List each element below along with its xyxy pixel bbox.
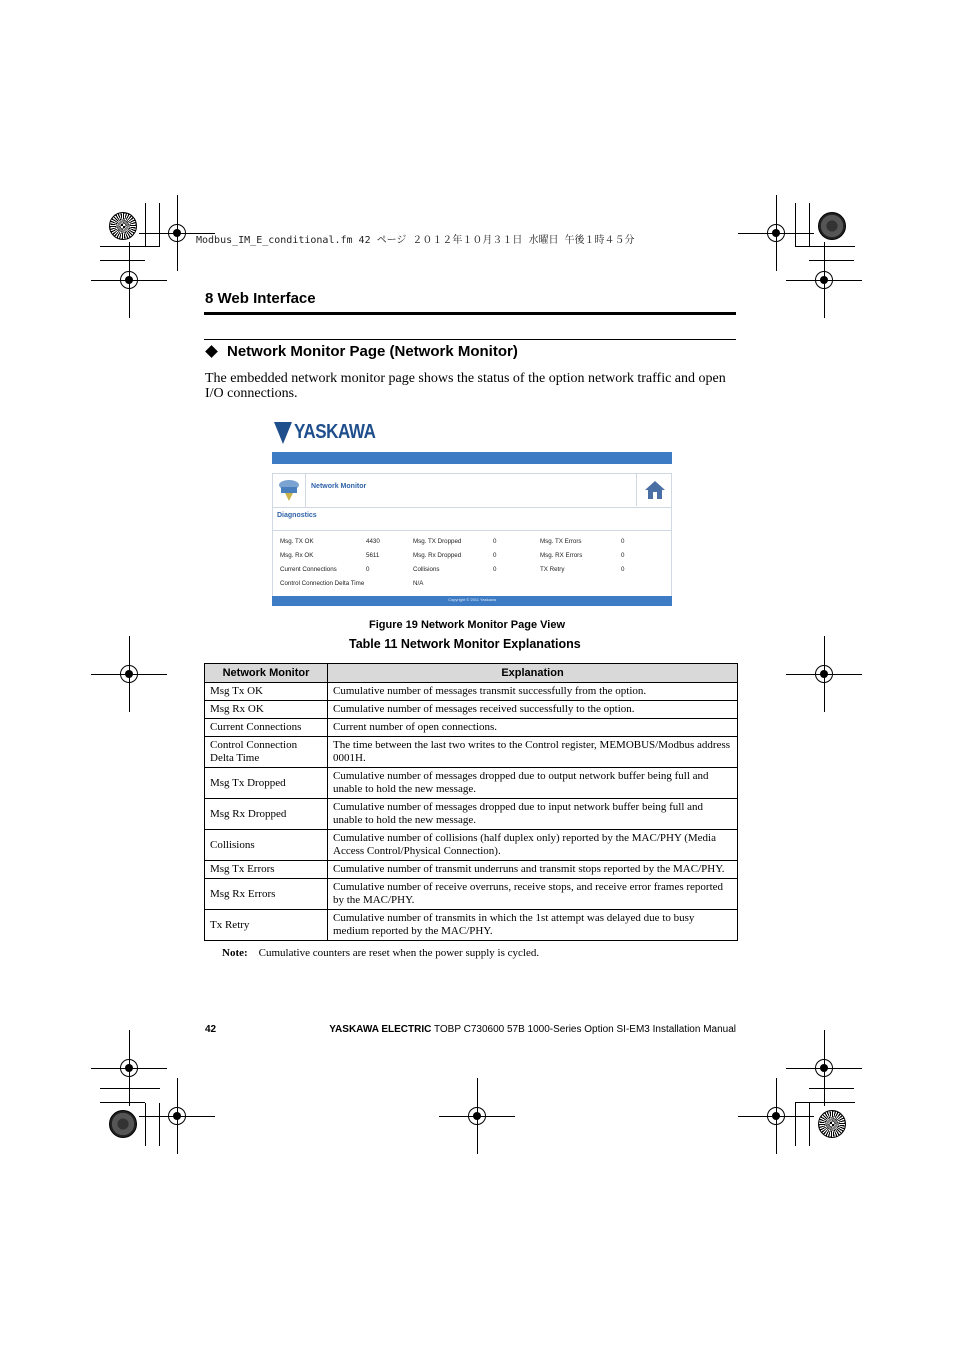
stat-value: 0	[621, 552, 625, 559]
figure-caption: Figure 19 Network Monitor Page View	[369, 619, 566, 631]
header-bar	[272, 452, 672, 464]
explanation: Cumulative number of messages dropped due to input network buffer being full and unable to hold the new message.	[328, 799, 738, 830]
monitor-name: Tx Retry	[205, 910, 328, 941]
heading-rule	[204, 312, 736, 315]
page-number: 42	[205, 1024, 217, 1035]
stat-value: N/A	[413, 580, 424, 587]
stat-value: 0	[493, 538, 497, 545]
stat-label: Msg. TX Errors	[540, 538, 582, 545]
column-header: Explanation	[328, 664, 738, 683]
divider	[272, 530, 672, 531]
table-row	[205, 799, 738, 830]
stat-label: Msg. Rx OK	[280, 552, 314, 559]
stat-value: 0	[493, 552, 497, 559]
column-header: Network Monitor	[205, 664, 328, 683]
table-row	[205, 861, 738, 879]
note-text: Cumulative counters are reset when the power supply is cycled.	[258, 947, 540, 959]
registration-disc	[818, 212, 846, 240]
table-caption: Table 11 Network Monitor Explanations	[349, 637, 581, 651]
table-row	[205, 683, 738, 701]
table-row	[205, 701, 738, 719]
stat-value: 4430	[366, 538, 380, 545]
stat-value: 0	[621, 538, 625, 545]
monitor-name: Control Connection Delta Time	[205, 737, 328, 768]
note-label: Note:	[222, 947, 248, 959]
diagnostics-label: Diagnostics	[277, 512, 317, 519]
table-row	[205, 768, 738, 799]
subsection-heading	[205, 343, 518, 360]
subheading-rule	[204, 339, 736, 340]
monitor-name: Msg Rx Errors	[205, 879, 328, 910]
registration-disc	[109, 212, 137, 240]
stat-label: Msg. RX Errors	[540, 552, 583, 559]
stat-label: Msg. TX Dropped	[413, 538, 462, 545]
print-header: Modbus_IM_E_conditional.fm 42 ページ ２０１２年１０月３１日 水曜日 午後１時４５分	[196, 235, 635, 246]
page-header	[272, 473, 672, 508]
monitor-name: Collisions	[205, 830, 328, 861]
explanation: Cumulative number of messages received successfully to the option.	[328, 701, 738, 719]
yaskawa-logo: YASKAWA	[274, 421, 390, 444]
page-footer	[329, 1024, 736, 1035]
table-row	[205, 719, 738, 737]
explanation: Cumulative number of receive overruns, receive stops, and receive error frames reported by the MAC/PHY.	[328, 879, 738, 910]
stat-value: 5611	[366, 552, 380, 559]
monitor-name: Msg Rx Dropped	[205, 799, 328, 830]
section-heading: 8 Web Interface	[205, 290, 316, 307]
stat-label: Collisions	[413, 566, 440, 573]
copyright-text: Copyright © 2011 Yaskawa	[448, 597, 496, 602]
stat-label: Current Connections	[280, 566, 337, 573]
stat-label: Control Connection Delta Time	[280, 580, 365, 587]
table-row	[205, 737, 738, 768]
explanation: Current number of open connections.	[328, 719, 738, 737]
monitor-name: Msg Rx OK	[205, 701, 328, 719]
stat-value: 0	[366, 566, 370, 573]
explanations-table	[204, 663, 738, 941]
explanation: Cumulative number of collisions (half duplex only) reported by the MAC/PHY (Media Access Control/Physical Connection).	[328, 830, 738, 861]
home-icon	[644, 480, 666, 500]
table-header-row	[205, 664, 738, 683]
network-monitor-screenshot	[272, 418, 672, 608]
footer-brand: YASKAWA ELECTRIC	[329, 1024, 432, 1035]
explanation: Cumulative number of messages transmit successfully from the option.	[328, 683, 738, 701]
registration-disc	[818, 1110, 846, 1138]
table-row	[205, 830, 738, 861]
stat-label: TX Retry	[540, 566, 565, 573]
footer-doc: TOBP C730600 57B 1000-Series Option SI-EM3 Installation Manual	[433, 1024, 736, 1035]
intro-paragraph: The embedded network monitor page shows the status of the option network traffic and open I/O connections.	[205, 371, 726, 401]
explanation: Cumulative number of transmit underruns and transmit stops reported by the MAC/PHY.	[328, 861, 738, 879]
monitor-name: Msg Tx Errors	[205, 861, 328, 879]
explanation: Cumulative number of messages dropped due to output network buffer being full and unable to hold the new message.	[328, 768, 738, 799]
yaskawa-logo-icon	[274, 422, 292, 444]
stat-value: 0	[493, 566, 497, 573]
stat-value: 0	[621, 566, 625, 573]
explanation: Cumulative number of transmits in which the 1st attempt was delayed due to busy medium reported by the MAC/PHY.	[328, 910, 738, 941]
stat-label: Msg. TX OK	[280, 538, 314, 545]
monitor-name: Current Connections	[205, 719, 328, 737]
page-title: Network Monitor	[311, 483, 367, 490]
subsection-title: Network Monitor Page (Network Monitor)	[227, 343, 518, 360]
home-button[interactable]	[636, 474, 671, 506]
note	[222, 947, 539, 959]
table-row	[205, 910, 738, 941]
explanation: The time between the last two writes to the Control register, MEMOBUS/Modbus address 0001H.	[328, 737, 738, 768]
monitor-name: Msg Tx OK	[205, 683, 328, 701]
registration-disc	[109, 1110, 137, 1138]
network-icon	[275, 477, 303, 503]
stat-label: Msg. Rx Dropped	[413, 552, 462, 559]
diamond-bullet-icon	[205, 345, 218, 358]
table-row	[205, 879, 738, 910]
monitor-name: Msg Tx Dropped	[205, 768, 328, 799]
